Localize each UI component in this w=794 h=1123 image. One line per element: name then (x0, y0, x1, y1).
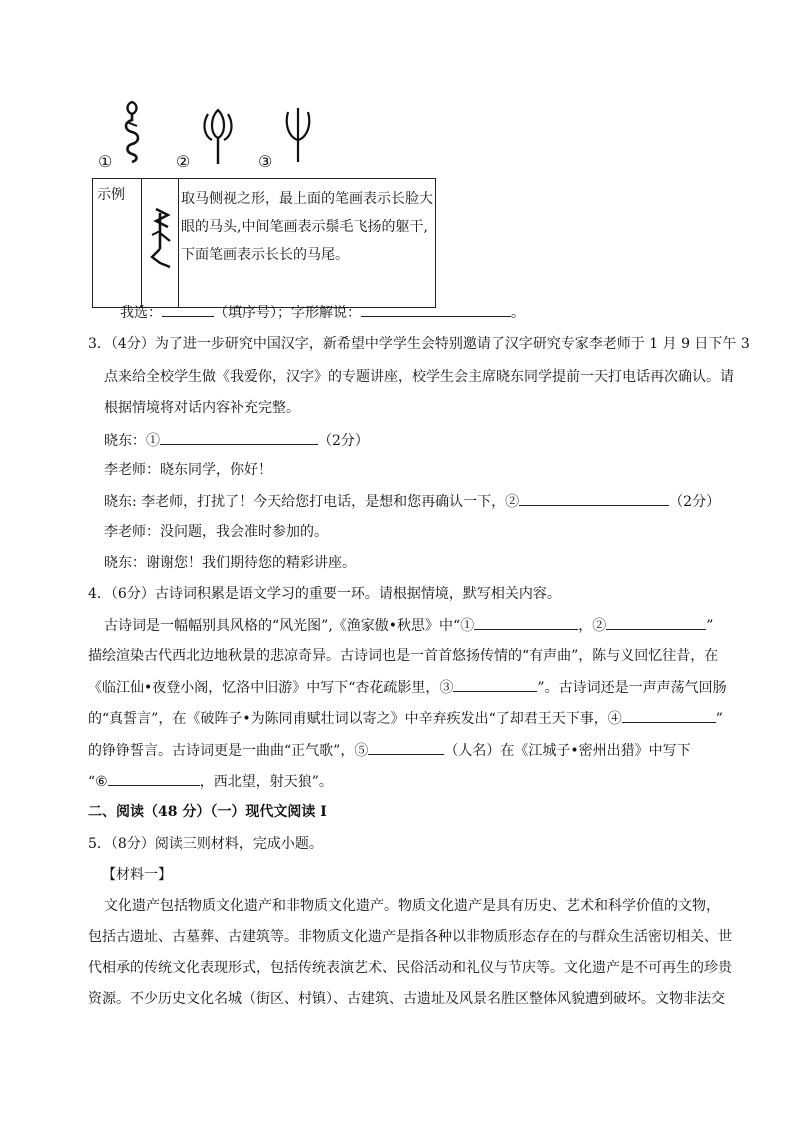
choice-line: 我选： （填序号）；字形解说： 。 (120, 302, 525, 323)
ancient-glyph-3 (282, 104, 314, 164)
q4-line-6: “⑥ ，西北望，射天狼”。 (88, 771, 333, 792)
dialog-blank-1[interactable] (160, 430, 318, 445)
choice-blank[interactable] (162, 302, 214, 317)
material-line-1: 文化遗产包括物质文化遗产和非物质文化遗产。物质文化遗产是具有历史、艺术和科学价值的文物， (104, 898, 720, 914)
example-glyph-cell (142, 179, 179, 308)
q4-line-1: 古诗词是一幅幅别具风格的“风光图”,《渔家傲•秋思》中“① ，② ” (104, 615, 713, 636)
q4-line-3: 《临江仙•夜登小阁，忆洛中旧游》中写下“杏花疏影里，③ ”。古诗词还是一声声荡气回肠 (88, 677, 727, 698)
q4-heading: 4．（6分）古诗词积累是语文学习的重要一环。请根据情境，默写相关内容。 (88, 586, 561, 602)
glyph-label-1: ① (98, 152, 113, 171)
poem-blank-4[interactable] (622, 708, 716, 723)
q4-line-4: 的“真誓言”，在《破阵子•为陈同甫赋壮词以寄之》中辛弃疾发出“了却君王天下事，④ ” (88, 708, 723, 729)
section-heading: 二、阅读（48 分）（一）现代文阅读 I (88, 804, 327, 820)
material-line-2: 包括古遗址、古墓葬、古建筑等。非物质文化遗产是指各种以非物质形态存在的与群众生活密切相关、世 (88, 929, 732, 945)
poem-blank-2[interactable] (606, 615, 706, 630)
example-label: 示例 (93, 179, 142, 308)
poem-blank-1[interactable] (474, 615, 578, 630)
q3-line-3: 根据情境将对话内容补充完整。 (104, 400, 300, 416)
glyph-label-3: ③ (258, 152, 273, 171)
explanation-blank[interactable] (361, 302, 511, 317)
material-title: 【材料一】 (102, 867, 172, 883)
dialog-blank-2[interactable] (519, 491, 669, 506)
material-line-4: 资源。不少历史文化名城（街区、村镇）、古建筑、古遗址及风景名胜区整体风貌遭到破坏。文物非法交 (88, 991, 725, 1007)
poem-blank-3[interactable] (453, 677, 537, 692)
q4-line-2: 描绘渲染古代西北边地秋景的悲凉奇异。古诗词也是一首首悠扬传情的“有声曲”，陈与义回忆往昔，在 (88, 648, 719, 664)
dialog-2: 李老师：晓东同学，你好！ (104, 462, 272, 478)
glyph-label-2: ② (176, 152, 191, 171)
dialog-1: 晓东：① （2分） (104, 430, 369, 451)
ancient-glyph-1 (118, 98, 152, 166)
poem-blank-5[interactable] (368, 740, 444, 755)
q3-line-2: 点来给全校学生做《我爱你，汉字》的专题讲座，校学生会主席晓东同学提前一天打电话再次确认。请 (104, 369, 734, 385)
dialog-3: 晓东: 李老师，打扰了！今天给您打电话，是想和您再确认一下，② （2分） (104, 491, 720, 512)
material-line-3: 代相承的传统文化表现形式，包括传统表演艺术、民俗活动和礼仪与节庆等。文化遗产是不可再生的珍贵 (88, 960, 732, 976)
q5-heading: 5．（8分）阅读三则材料，完成小题。 (88, 836, 323, 852)
q3-line-1: 3．（4分）为了进一步研究中国汉字，新希望中学学生会特别邀请了汉字研究专家李老师于 1 月 9 日下午 3 (88, 336, 750, 352)
horse-glyph-icon (148, 205, 174, 269)
example-description: 取马侧视之形，最上面的笔画表示长脸大 眼的马头,中间笔画表示鬃毛飞扬的躯干, 下面笔画表示长长的马尾。 (179, 179, 436, 308)
poem-blank-6[interactable] (108, 771, 200, 786)
ancient-glyph-2 (200, 104, 236, 166)
dialog-4: 李老师：没问题，我会准时参加的。 (104, 524, 328, 540)
dialog-5: 晓东：谢谢您！我们期待您的精彩讲座。 (104, 555, 356, 571)
example-table (92, 178, 436, 308)
q4-line-5: 的铮铮誓言。古诗词更是一曲曲“正气歌”，⑤ （人名）在《江城子•密州出猎》中写下 (88, 740, 691, 761)
